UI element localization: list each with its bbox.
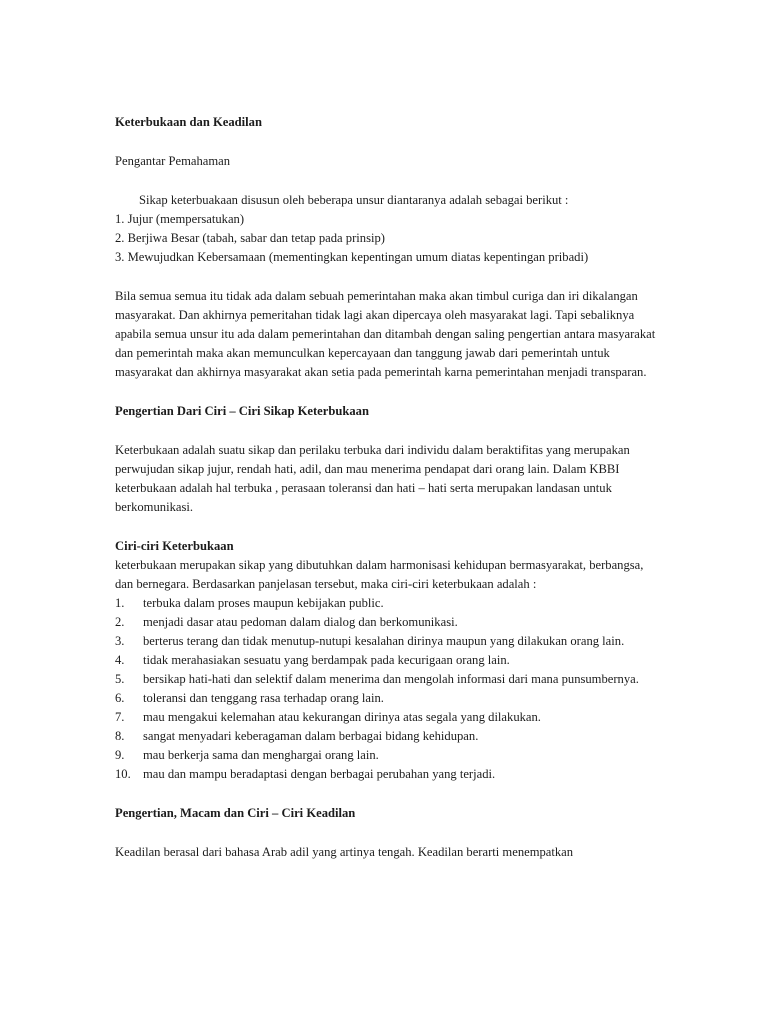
list-text: menjadi dasar atau pedoman dalam dialog dan berkomunikasi. bbox=[143, 615, 458, 629]
list-text: mau dan mampu beradaptasi dengan berbagai perubahan yang terjadi. bbox=[143, 767, 496, 781]
list-text: terbuka dalam proses maupun kebijakan public. bbox=[143, 596, 384, 610]
list-item bbox=[115, 746, 660, 765]
intro-list bbox=[115, 210, 660, 267]
list-number: 3. bbox=[115, 634, 125, 648]
list-item bbox=[115, 765, 660, 784]
list-item: 3. Mewujudkan Kebersamaan (mementingkan kepentingan umum diatas kepentingan pribadi) bbox=[115, 250, 589, 264]
section-lead-ciri-keterbukaan: keterbukaan merupakan sikap yang dibutuhkan dalam harmonisasi kehidupan bermasyarakat, berbangsa, dan bernegara. Berdasarkan panjelasan tersebut, maka ciri-ciri keterbukaan adalah : bbox=[115, 558, 644, 591]
section-heading-keadilan: Pengertian, Macam dan Ciri – Ciri Keadilan bbox=[115, 806, 356, 820]
section-heading-ciri-keterbukaan: Ciri-ciri Keterbukaan bbox=[115, 539, 234, 553]
list-number: 8. bbox=[115, 729, 125, 743]
ciri-keterbukaan-list bbox=[115, 594, 660, 784]
list-item bbox=[115, 632, 660, 651]
list-item: 1. Jujur (mempersatukan) bbox=[115, 212, 245, 226]
list-number: 9. bbox=[115, 748, 125, 762]
list-item bbox=[115, 670, 660, 689]
list-text: berterus terang dan tidak menutup-nutupi kesalahan dirinya maupun yang dilakukan orang lain. bbox=[143, 634, 625, 648]
list-item bbox=[115, 594, 660, 613]
section-paragraph-keadilan: Keadilan berasal dari bahasa Arab adil yang artinya tengah. Keadilan berarti menempatkan bbox=[115, 845, 574, 859]
section-heading-ciri-sikap: Pengertian Dari Ciri – Ciri Sikap Keterbukaan bbox=[115, 404, 369, 418]
list-item: 2. Berjiwa Besar (tabah, sabar dan tetap pada prinsip) bbox=[115, 231, 385, 245]
intro-heading: Pengantar Pemahaman bbox=[115, 154, 231, 168]
list-number: 1. bbox=[115, 596, 125, 610]
list-text: mau berkerja sama dan menghargai orang lain. bbox=[143, 748, 379, 762]
list-number: 7. bbox=[115, 710, 125, 724]
list-item bbox=[115, 613, 660, 632]
list-item bbox=[115, 651, 660, 670]
list-number: 10. bbox=[115, 767, 131, 781]
list-number: 2. bbox=[115, 615, 125, 629]
intro-paragraph: Bila semua semua itu tidak ada dalam sebuah pemerintahan maka akan timbul curiga dan iri dikalangan masyarakat. Dan akhirnya pemeritahan tidak lagi akan dipercaya oleh masyarakat lagi. Tapi sebaliknya apabila semua unsur itu ada dalam pemerintahan dan ditambah dengan saling pengertian antara masyarakat dan pemerintah maka akan memunculkan kepercayaan dan tanggung jawab dari pemerintah untuk masyarakat dan akhirnya masyarakat akan setia pada pemerintah karna pemerintahan menjadi transparan. bbox=[115, 289, 656, 379]
list-text: mau mengakui kelemahan atau kekurangan dirinya atas segala yang dilakukan. bbox=[143, 710, 541, 724]
list-item bbox=[115, 689, 660, 708]
list-number: 6. bbox=[115, 691, 125, 705]
list-text: toleransi dan tenggang rasa terhadap orang lain. bbox=[143, 691, 384, 705]
intro-lead: Sikap keterbuakaan disusun oleh beberapa unsur diantaranya adalah sebagai berikut : bbox=[139, 193, 569, 207]
list-item bbox=[115, 727, 660, 746]
list-number: 4. bbox=[115, 653, 125, 667]
document-body bbox=[115, 113, 660, 862]
list-text: sangat menyadari keberagaman dalam berbagai bidang kehidupan. bbox=[143, 729, 479, 743]
list-item bbox=[115, 708, 660, 727]
list-number: 5. bbox=[115, 672, 125, 686]
document-title: Keterbukaan dan Keadilan bbox=[115, 115, 262, 129]
list-text: bersikap hati-hati dan selektif dalam menerima dan mengolah informasi dari mana punsumbernya. bbox=[143, 672, 639, 686]
list-text: tidak merahasiakan sesuatu yang berdampak pada kecurigaan orang lain. bbox=[143, 653, 510, 667]
section-paragraph-keterbukaan: Keterbukaan adalah suatu sikap dan perilaku terbuka dari individu dalam beraktifitas yang merupakan perwujudan sikap jujur, rendah hati, adil, dan mau menerima pendapat dari orang lain. Dalam KBBI keterbukaan adalah hal terbuka , perasaan toleransi dan hati – hati serta merupakan landasan untuk berkomunikasi. bbox=[115, 443, 630, 514]
